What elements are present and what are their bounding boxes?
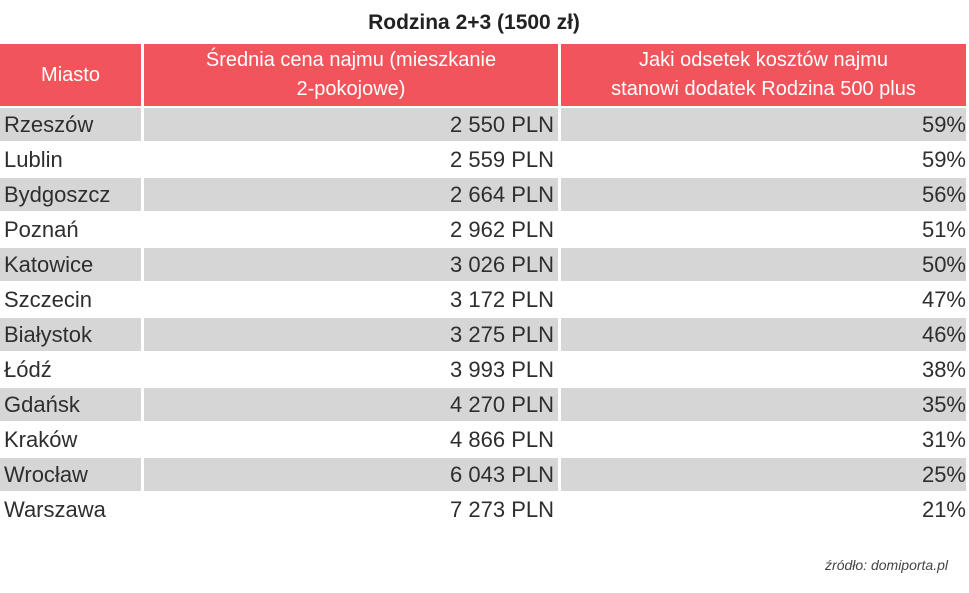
table-row <box>0 353 966 386</box>
share-cell: 46% <box>561 318 966 351</box>
share-cell: 38% <box>561 353 966 386</box>
city-cell: Lublin <box>0 143 141 176</box>
share-cell: 50% <box>561 248 966 281</box>
city-cell: Łódź <box>0 353 141 386</box>
table-row <box>0 178 966 211</box>
chart-title: Rodzina 2+3 (1500 zł) <box>368 11 580 34</box>
price-cell: 4 866 PLN <box>144 423 558 456</box>
table-row <box>0 388 966 421</box>
share-cell: 59% <box>561 143 966 176</box>
share-cell: 56% <box>561 178 966 211</box>
price-cell: 3 275 PLN <box>144 318 558 351</box>
city-cell: Gdańsk <box>0 388 141 421</box>
city-cell: Rzeszów <box>0 108 141 141</box>
share-cell: 25% <box>561 458 966 491</box>
table-row <box>0 493 966 526</box>
table-row <box>0 108 966 141</box>
price-cell: 2 962 PLN <box>144 213 558 246</box>
price-cell: 3 172 PLN <box>144 283 558 316</box>
table-row <box>0 143 966 176</box>
price-cell: 3 993 PLN <box>144 353 558 386</box>
source-note: źródło: domiporta.pl <box>825 557 948 573</box>
header-city <box>0 44 141 106</box>
price-cell: 2 559 PLN <box>144 143 558 176</box>
share-cell: 21% <box>561 493 966 526</box>
table-row <box>0 283 966 316</box>
share-cell: 59% <box>561 108 966 141</box>
share-cell: 31% <box>561 423 966 456</box>
table-body <box>0 108 966 526</box>
city-cell: Katowice <box>0 248 141 281</box>
table-row <box>0 213 966 246</box>
price-cell: 7 273 PLN <box>144 493 558 526</box>
header-price-line-2: 2-pokojowe) <box>296 78 406 100</box>
table-row <box>0 423 966 456</box>
share-cell: 35% <box>561 388 966 421</box>
header-share <box>561 44 966 106</box>
table-row <box>0 248 966 281</box>
table-row <box>0 318 966 351</box>
city-cell: Wrocław <box>0 458 141 491</box>
price-cell: 2 550 PLN <box>144 108 558 141</box>
header-share-line-1: Jaki odsetek kosztów najmu <box>638 49 888 71</box>
city-cell: Kraków <box>0 423 141 456</box>
header-price-line-1: Średnia cena najmu (mieszkanie <box>205 49 497 71</box>
price-cell: 4 270 PLN <box>144 388 558 421</box>
city-cell: Warszawa <box>0 493 141 526</box>
city-cell: Szczecin <box>0 283 141 316</box>
table-row <box>0 458 966 491</box>
share-cell: 51% <box>561 213 966 246</box>
header-share-line-2: stanowi dodatek Rodzina 500 plus <box>611 78 916 100</box>
city-cell: Białystok <box>0 318 141 351</box>
share-cell: 47% <box>561 283 966 316</box>
price-cell: 3 026 PLN <box>144 248 558 281</box>
table-header-row <box>0 44 966 106</box>
header-city-line: Miasto <box>41 63 100 86</box>
city-cell: Bydgoszcz <box>0 178 141 211</box>
city-cell: Poznań <box>0 213 141 246</box>
header-price <box>144 44 558 106</box>
price-cell: 6 043 PLN <box>144 458 558 491</box>
rent-table <box>0 42 969 528</box>
price-cell: 2 664 PLN <box>144 178 558 211</box>
